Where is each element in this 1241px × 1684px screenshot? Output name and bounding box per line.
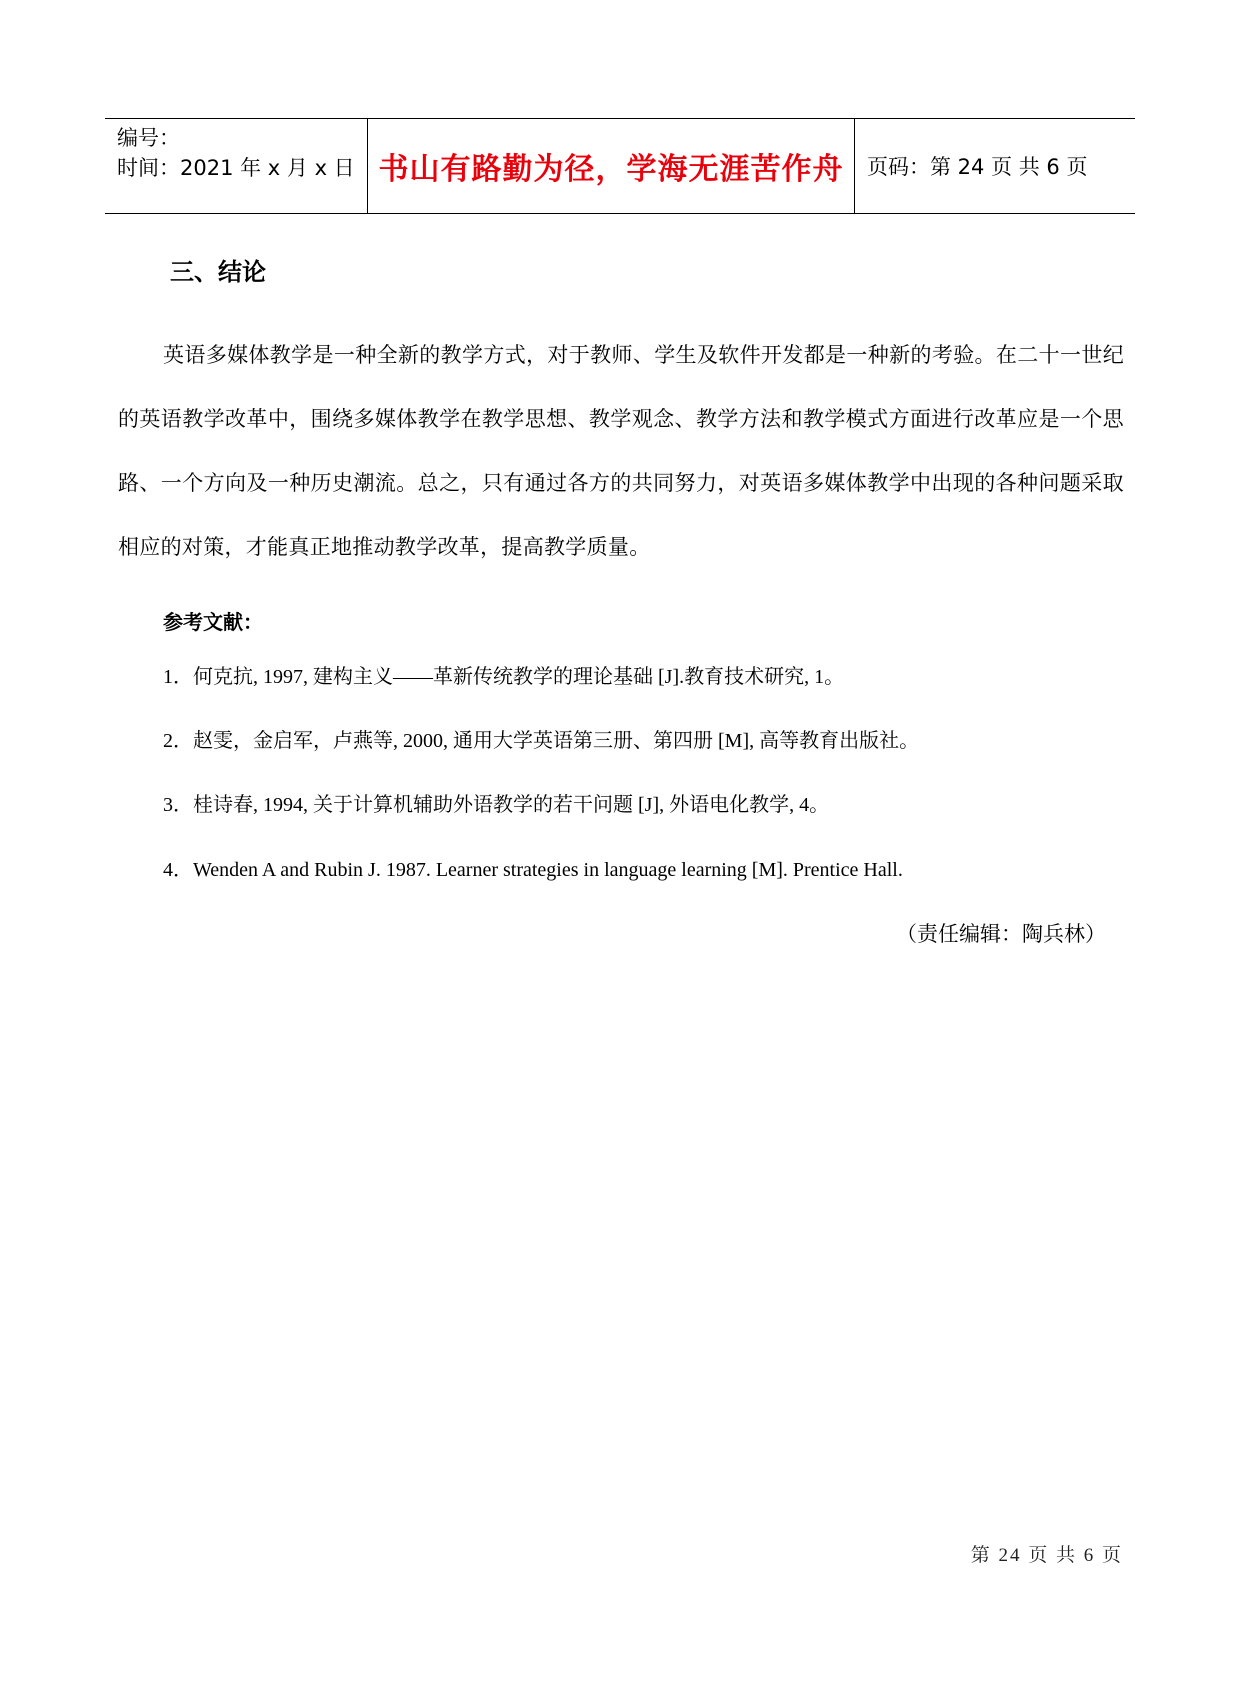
document-header	[105, 118, 1135, 214]
responsible-editor: （责任编辑：陶兵林）	[896, 922, 1106, 946]
section-title: 三、结论	[170, 258, 266, 286]
number-label: 编号：	[117, 126, 180, 150]
reference-item: 3．桂诗春, 1994, 关于计算机辅助外语教学的若干问题 [J], 外语电化教学, 4。	[163, 794, 830, 816]
page-footer: 第 24 页 共 6 页	[970, 1545, 1123, 1566]
time-label: 时间：2021 年 x 月 x 日	[117, 156, 355, 180]
header-meta	[105, 119, 368, 213]
header-motto-cell	[368, 119, 855, 213]
header-page-info-cell	[855, 119, 1135, 213]
reference-item: 4．Wenden A and Rubin J. 1987. Learner strategies in language learning [M]. Prentice Hall.	[163, 859, 903, 881]
motto: 书山有路勤为径，学海无涯苦作舟	[378, 152, 844, 187]
reference-item: 1．何克抗, 1997, 建构主义——革新传统教学的理论基础 [J].教育技术研究, 1。	[163, 666, 845, 688]
page-info: 页码：第 24 页 共 6 页	[867, 155, 1088, 179]
references-title: 参考文献：	[163, 610, 263, 634]
reference-item: 2．赵雯，金启军，卢燕等, 2000, 通用大学英语第三册、第四册 [M], 高等教育出版社。	[163, 730, 920, 752]
conclusion-paragraph: 英语多媒体教学是一种全新的教学方式，对于教师、学生及软件开发都是一种新的考验。在二十一世纪的英语教学改革中，围绕多媒体教学在教学思想、教学观念、教学方法和教学模式方面进行改革应是一个思路、一个方向及一种历史潮流。总之，只有通过各方的共同努力，对英语多媒体教学中出现的各种问题采取相应的对策，才能真正地推动教学改革，提高教学质量。	[118, 343, 1124, 559]
